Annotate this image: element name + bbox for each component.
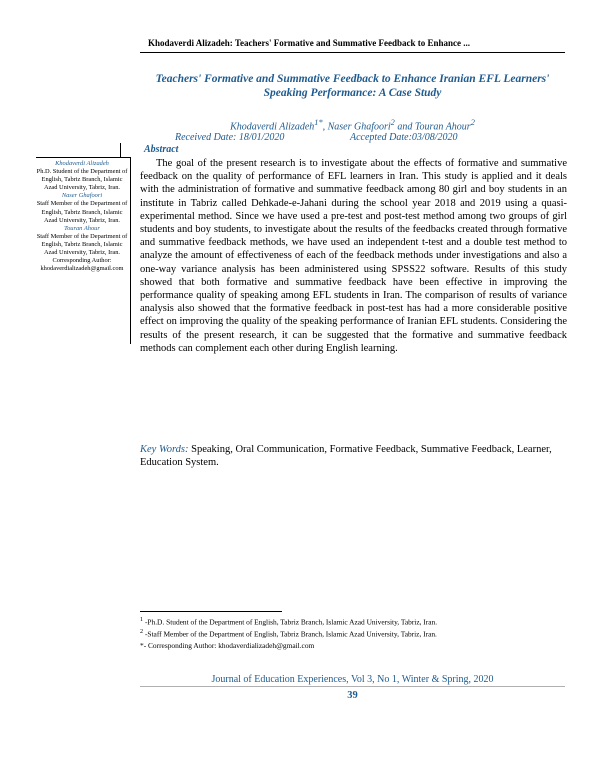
author-affiliation-mark: 2	[390, 118, 395, 127]
author-name: Naser Ghafoori	[327, 121, 391, 133]
author-name: Touran Ahour	[414, 121, 471, 133]
sidebar-author-affiliation: Ph.D. Student of the Department of English, Tabriz Branch, Islamic Azad University, Tabriz, Iran.	[36, 168, 128, 192]
author-separator: ,	[322, 121, 328, 133]
footnote	[140, 627, 565, 639]
author-affiliation-mark: 1*	[314, 118, 323, 127]
footnote	[140, 640, 565, 651]
footnote-text: -Ph.D. Student of the Department of English, Tabriz Branch, Islamic Azad University, Tabriz, Iran.	[144, 617, 438, 627]
sidebar-connector	[120, 143, 121, 157]
accepted-date: Accepted Date:03/08/2020	[350, 132, 458, 143]
footer-rule	[140, 686, 565, 687]
footnote-text: *- Corresponding Author: khodaverdializadeh@gmail.com	[140, 640, 315, 650]
date-line	[175, 132, 565, 143]
abstract-body	[140, 157, 567, 355]
journal-citation: Journal of Education Experiences, Vol 3, No 1, Winter & Spring, 2020	[211, 674, 494, 685]
abstract-heading: Abstract	[144, 144, 179, 155]
sidebar-corresponding-label: Corresponding Author:	[52, 257, 112, 265]
running-head: Khodaverdi Alizadeh: Teachers' Formative and Summative Feedback to Enhance ...	[148, 38, 471, 48]
sidebar-author-name: Khodaverdi Alizadeh	[55, 160, 109, 167]
paper-title: Teachers' Formative and Summative Feedback to Enhance Iranian EFL Learners' Speaking Performance: A Case Study	[155, 73, 550, 99]
author-name: Khodaverdi Alizadeh	[230, 121, 315, 133]
author-separator: and	[394, 121, 415, 133]
sidebar-author-name: Naser Ghafoori	[61, 192, 103, 200]
author-affiliation-mark: 2	[470, 118, 475, 127]
author-line	[140, 118, 565, 132]
received-date: Received Date: 18/01/2020	[175, 132, 285, 143]
footnote-mark: 1	[140, 617, 144, 623]
sidebar-author-affiliation: Staff Member of the Department of English, Tabriz Branch, Islamic Azad University, Tabriz, Iran.	[36, 200, 128, 224]
keywords-text: Speaking, Oral Communication, Formative Feedback, Summative Feedback, Learner, Education System.	[140, 444, 552, 469]
sidebar-author-name: Touran Ahour	[64, 224, 100, 232]
page-number: 39	[347, 690, 358, 701]
footnotes	[140, 615, 565, 651]
sidebar-author-affiliation: Staff Member of the Department of English, Tabriz Branch, Islamic Azad University, Tabriz, Iran.	[36, 232, 128, 257]
footnote-text: -Staff Member of the Department of English, Tabriz Branch, Islamic Azad University, Tabriz, Iran.	[144, 629, 437, 639]
footnote	[140, 615, 565, 627]
footnote-mark: 2	[140, 629, 144, 636]
author-info-sidebar	[36, 157, 131, 344]
keywords-label: Key Words:	[140, 444, 189, 455]
keywords-block	[140, 443, 567, 469]
header-rule	[140, 52, 565, 53]
abstract-text: The goal of the present research is to investigate about the effects of formative and summative feedback on the quality of performance of EFL learners in Iran. This study is applied and it deals with the administration of formative and summative feedback among 80 girl and boy students in an institute in Tabriz called Dehkade-e-Jahani during the school year 2018 and 2019 using a quasi-experimental method. Since we have used a pre-test and post-test method among two groups of girl students and boy students, to investigate about the results of the feedbacks created through formative and summative feedback methods, we have used an independent t-test and a double test method to analyze the amount of effectiveness of each of the feedback methods under investigations and also a one-way variance analysis has been administered using SPSS22 software. Results of this study showed that both formative and summative feedback have been effective in improving the performance quality of speaking among EFL students in Iran. The comparison of results of variance analysis also showed that the formative feedback in post-test has had a more considerable positive effect on improving the quality of the speaking performance of Iranian EFL students. Considering the results of the present research, it can be suggested that the formative and summative feedback methods can complement each other during English learning.	[140, 158, 567, 354]
sidebar-email: khodaverdializadeh@gmail.com	[40, 265, 124, 273]
footnote-rule	[140, 611, 282, 612]
